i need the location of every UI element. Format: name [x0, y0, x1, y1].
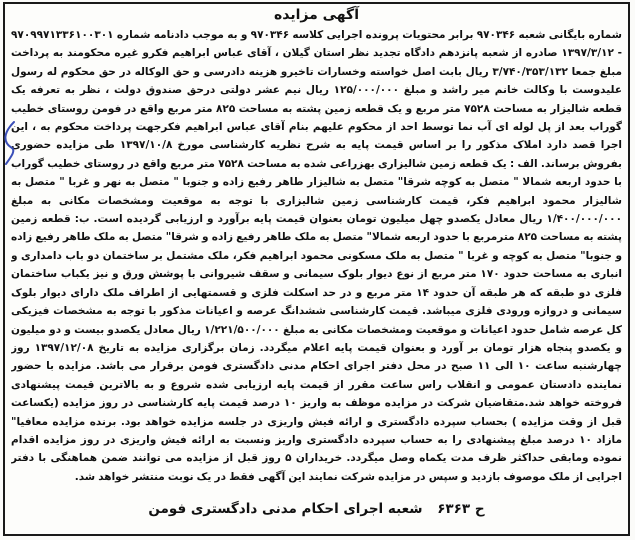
signature-code: ح ۶۳۶۳ [437, 501, 485, 517]
notice-frame [3, 2, 630, 536]
signature-text: شعبه اجرای احکام مدنی دادگستری فومن [148, 501, 423, 517]
notice-body: شماره بایگانی شعبه ۹۷۰۳۴۶ برابر محتویات پرونده اجرایی کلاسه ۹۷۰۳۴۶ و به موجب دادنامه شماره ۹۷۰۹۹۷۱۳۳۶۱۰۰۳۰۱ - ۱۳۹۷/۳/۱۲ صادره از شعبه پانزدهم دادگاه تجدید نظر استان گیلان ، آقای عباس ابراهیم فکرو غیره محکومند به پرداخت مبلغ جمعا ۳/۷۴۰/۳۵۳/۱۳۲ ریال بابت اصل خواسته وخسارات تاخیرو هزینه دادرسی و حق الوکاله در حق محکوم له رسول علیدوست با وکالت خانم میر راشد و مبلغ ۱۲۵/۰۰۰/۰۰۰ ریال نیم عشر دولتی درحق صندوق دولت ، نظر به تعرفه یک قطعه شالیزار به مساحت ۷۵۲۸ متر مربع و یک قطعه زمین پشته به مساحت ۸۲۵ متر مربع واقع در فومن روستای خطیب گوراب بعد از پل لوله ای آب نما توسط احد از محکوم علیهم بنام آقای عباس ابراهیم فکرجهت پرداخت محکوم به ، این اجرا قصد دارد املاک مذکور را بر اساس قیمت پایه به شرح نظریه کارشناسی مورخ ۱۳۹۷/۱۰/۸ طی مزایده حضوری بفروش برساند. الف : یک قطعه زمین شالیزاری بهزراعی شده به مساحت ۷۵۲۸ متر مربع واقع در روستای خطیب گوراب با حدود اربعه شمالا " متصل به کوچه شرقا" متصل به شالیزار طاهر رفیع زاده و جنوبا " متصل به نهر و غربا " متصل به شالیزار محمود ابراهیم فکر، قیمت کارشناسی زمین شالیزاری با توجه به موقعیت ومشخصات مکانی به مبلغ ۱/۴۰۰/۰۰۰/۰۰۰ ریال معادل یکصدو چهل میلیون تومان بعنوان قیمت پایه برآورد و ارزیابی گردیده است. ب: قطعه زمین پشته به مساحت ۸۲۵ مترمربع با حدود اربعه شمالا" متصل به ملک طاهر رفیع زاده و شرقا" متصل به ملک طاهر رفیع زاده و جنوبا" متصل به کوچه و غربا " متصل به ملک مسکونی محمود ابراهیم فکر، ملک مشتمل بر ساختمان دو باب دامداری و انباری به مساحت حدود ۱۷۰ متر مربع از نوع دیوار بلوک سیمانی و سقف شیروانی با پوشش ورق و نیز یکباب ساختمان فلزی دو طبقه که هر طبقه آن حدود ۱۴ متر مربع و در حد اسکلت فلزی و قسمتهایی از اطراف ملک دارای دیوار بلوک سیمانی و دروازه ورودی فلزی میباشد. قیمت کارشناسی ششدانگ عرصه و اعیانات مذکور با توجه به مشخصات فیزیکی کل عرصه شامل حدود اعیانات و موقعیت ومشخصات مکانی به مبلغ ۱/۲۲۱/۵۰۰/۰۰۰ ریال معادل یکصدو بیست و دو میلیون و یکصدو پنجاه هزار تومان بر آورد و بعنوان قیمت پایه اعلام میگردد. زمان برگزاری مزایده به تاریخ ۱۳۹۷/۱۲/۰۸ روز چهارشنبه ساعت ۱۰ الی ۱۱ صبح در محل دفتر اجرای احکام مدنی دادگستری فومن برقرار می باشد. مزایده با حضور نماینده دادستان عمومی و انقلاب راس ساعت مقرر از قیمت پایه ارزیابی شده شروع و به بالاترین قیمت پیشنهادی فروخته خواهد شد.متقاضیان شرکت در مزایده موظف به واریز ۱۰ درصد قیمت پایه کارشناسی در روز مزایده (یکساعت قبل از وقت مزایده ) بحساب سپرده دادگستری و ارائه فیش واریزی در جلسه مزایده خواهد بود. برنده مزایده معافیا" مازاد ۱۰ درصد مبلغ پیشنهادی را به حساب سپرده دادگستری واریز ونسبت به ارائه فیش واریزی در روز مزایده اقدام نموده ومابقی حداکثر ظرف مدت یکماه وصل میگردد. خریداران ۵ روز قبل از مزایده می توانند ضمن هماهنگی با دفتر اجرایی از ملک موصوف بازدید و سپس در مزایده شرکت نمایند این آگهی فقط در یک نوبت منتشر خواهد شد. [11, 29, 622, 483]
notice-title: آگهی مزایده [273, 7, 359, 23]
notice-signature [5, 498, 628, 520]
